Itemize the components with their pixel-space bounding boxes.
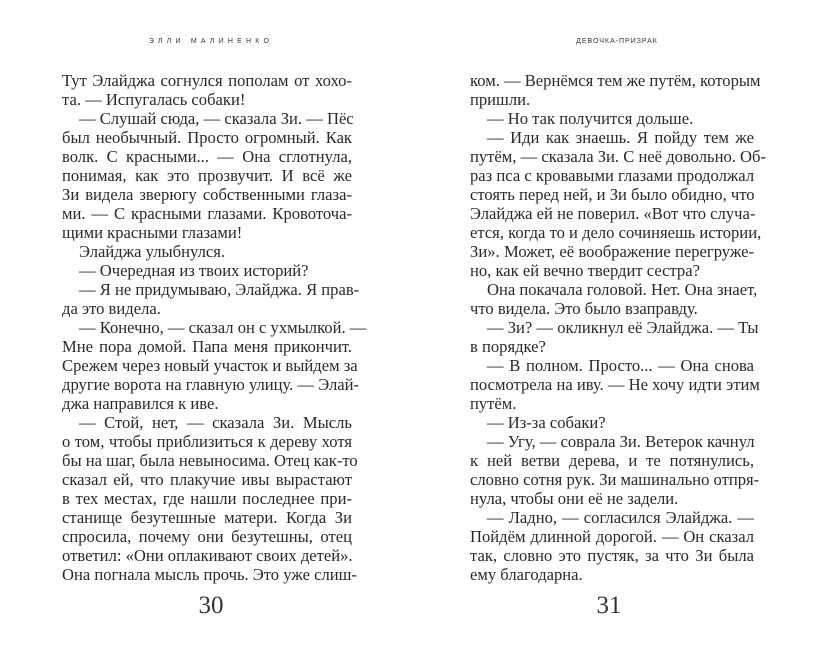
text-line: — Стой, нет, — сказала Зи. Мысль <box>79 413 352 432</box>
text-line: словно сотня рук. Зи машинально отпря- <box>470 470 760 489</box>
paragraph <box>470 71 761 109</box>
paragraph <box>62 71 352 109</box>
body-text-column <box>470 71 767 584</box>
text-line: путём. <box>470 394 517 413</box>
text-line: путём, — сказала Зи. С неё довольно. Об- <box>470 147 767 166</box>
text-line: так, словно это пустяк, за что Зи была <box>470 546 754 565</box>
text-line: в тех местах, где нашли последнее при- <box>62 489 352 508</box>
paragraph <box>470 318 759 356</box>
paragraph <box>470 128 767 280</box>
text-line: ком. — Вернёмся тем же путём, которым <box>470 71 761 90</box>
paragraph <box>62 242 352 261</box>
paragraph <box>470 109 754 128</box>
paragraph <box>62 109 352 242</box>
text-line: — Угу, — соврала Зи. Ветерок качнул <box>487 432 755 451</box>
text-line: посмотрела на иву. — Не хочу идти этим <box>470 375 760 394</box>
text-line: Тут Элайджа согнулся пополам от хохо- <box>62 71 352 90</box>
text-line: Она покачала головой. Нет. Она знает, <box>487 280 758 299</box>
text-line: — Ладно, — согласился Элайджа. — <box>487 508 754 527</box>
text-line: — Но так получится дольше. <box>487 109 694 128</box>
text-line: Срежем через новый участок и выйдем за <box>62 356 358 375</box>
text-line: сказал ей, что плакучие ивы вырастают <box>62 470 352 489</box>
paragraph <box>470 432 760 508</box>
text-line: Пойдём длинной дорогой. — Он сказал <box>470 527 754 546</box>
text-line: стоять перед ней, и Зи было обидно, что <box>470 185 755 204</box>
text-line: в порядке? <box>470 337 546 356</box>
right-page <box>410 0 820 656</box>
text-line: о том, чтобы приблизиться к дереву хотя <box>62 432 352 451</box>
text-line: ему благодарна. <box>470 565 583 584</box>
text-line: — Иди как знаешь. Я пойду тем же <box>487 128 754 147</box>
paragraph <box>470 508 754 584</box>
paragraph <box>470 280 758 318</box>
text-line: ется, когда то и дело сочиняешь истории, <box>470 223 762 242</box>
text-line: станище безутешные матери. Когда Зи <box>62 508 352 527</box>
running-head-author: ЭЛЛИ МАЛИНЕНКО <box>148 38 274 45</box>
text-line: Мне пора домой. Папа меня прикончит. <box>62 337 352 356</box>
text-line: волк. С красными... — Она сглотнула, <box>62 147 352 166</box>
paragraph <box>62 261 352 280</box>
text-line: Она погнала мысль прочь. Это уже слиш- <box>62 565 357 584</box>
text-line: пришли. <box>470 90 531 109</box>
text-line: — Слушай сюда, — сказала Зи. — Пёс <box>79 109 354 128</box>
text-line: — Я не придумываю, Элайджа. Я прав- <box>79 280 360 299</box>
text-line: нула, чтобы они её не задели. <box>470 489 679 508</box>
text-line: Зи видела зверюгу собственными глаза- <box>62 185 352 204</box>
text-line: спросила, почему они безутешны, отец <box>62 527 352 546</box>
text-line: Зи». Может, её воображение перегруже- <box>470 242 754 261</box>
paragraph <box>470 356 760 413</box>
text-line: раз пса с кровавыми глазами продолжал <box>470 166 755 185</box>
text-line: — Конечно, — сказал он с ухмылкой. — <box>79 318 367 337</box>
body-text-column <box>62 71 367 584</box>
text-line: — Из-за собаки? <box>487 413 606 432</box>
running-head-title: ДЕВОЧКА-ПРИЗРАК <box>576 38 658 45</box>
text-line: Элайджа ей не поверил. «Вот что случа- <box>470 204 756 223</box>
text-line: что видела. Это было взаправду. <box>470 299 698 318</box>
text-line: — Зи? — окликнул её Элайджа. — Ты <box>487 318 759 337</box>
text-line: понимая, как это прозвучит. И всё же <box>62 166 352 185</box>
paragraph <box>62 318 367 413</box>
text-line: Элайджа улыбнулся. <box>79 242 225 261</box>
text-line: бы на шаг, была невыносима. Отец как-то <box>62 451 358 470</box>
text-line: — В полном. Просто... — Она снова <box>487 356 754 375</box>
text-line: ми. — С красными глазами. Кровоточа- <box>62 204 352 223</box>
text-line: та. — Испугалась собаки! <box>62 90 246 109</box>
text-line: — Очередная из твоих историй? <box>79 261 309 280</box>
text-line: да это видела. <box>62 299 161 318</box>
page-number: 30 <box>198 592 224 619</box>
text-line: ответил: «Они оплакивают своих детей». <box>62 546 353 565</box>
text-line: другие ворота на главную улицу. — Элай- <box>62 375 360 394</box>
paragraph <box>470 413 754 432</box>
text-line: к ней ветви дерева, и те потянулись, <box>470 451 754 470</box>
text-line: джа направился к иве. <box>62 394 219 413</box>
page-number: 31 <box>596 592 622 619</box>
paragraph <box>62 413 358 584</box>
text-line: был необычный. Просто огромный. Как <box>62 128 352 147</box>
text-line: но, как ей вечно твердит сестра? <box>470 261 700 280</box>
paragraph <box>62 280 360 318</box>
text-line: щими красными глазами! <box>62 223 243 242</box>
